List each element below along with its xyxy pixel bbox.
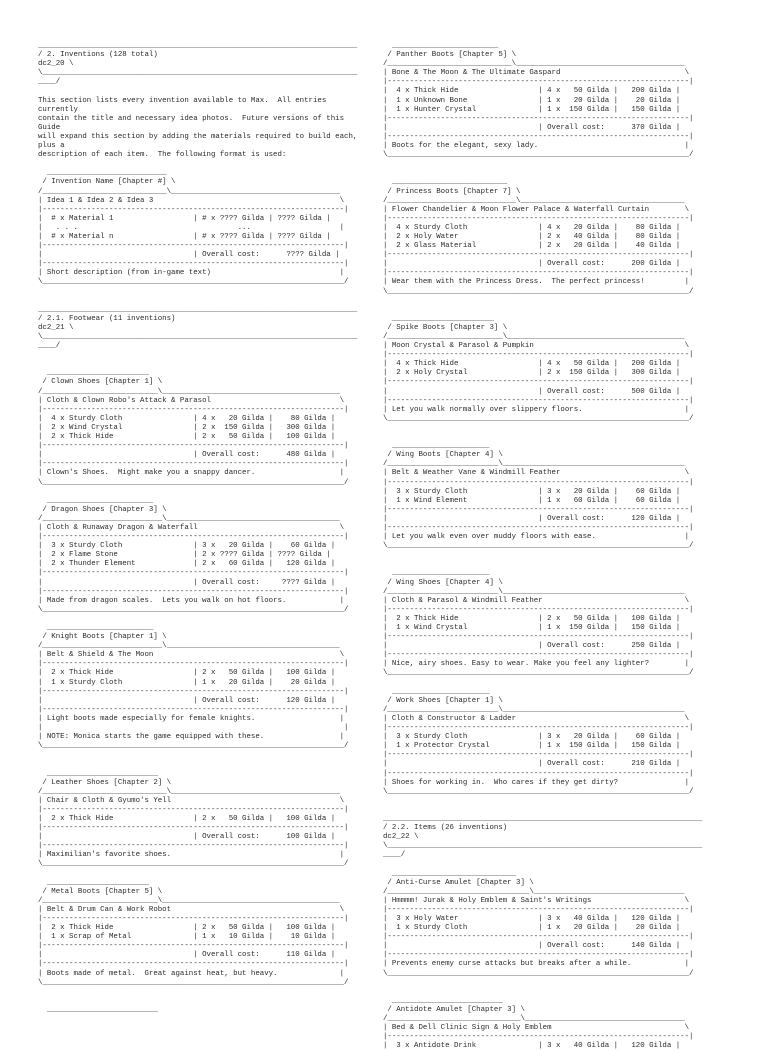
text-line: ____________________________ xyxy=(383,869,517,878)
text-line: /___________________________\_______________________________________ xyxy=(38,642,340,651)
text-line: | 4 x Thick Hide | 4 x 50 Gilda | 200 Gilda | xyxy=(383,360,681,369)
text-line: | 3 x Sturdy Cloth | 3 x 20 Gilda | 60 Gilda | xyxy=(383,733,681,742)
text-line: / Leather Shoes [Chapter 2] \ xyxy=(38,778,172,787)
text-line xyxy=(383,806,702,815)
text-line: |--------------------------------------------------------------------| xyxy=(38,805,349,814)
text-line: | Bone & The Moon & The Ultimate Gaspard \ xyxy=(383,69,690,78)
text-line: |--------------------------------------------------------------------| xyxy=(38,405,349,414)
text-line: contain the title and necessary idea photos. Future versions of this xyxy=(38,114,345,123)
text-line: plus a xyxy=(38,142,65,151)
text-line: | NOTE: Monica starts the game equipped with these. | xyxy=(38,733,345,742)
text-line: \____________________________________________________________________/ xyxy=(38,478,349,487)
text-line: |--------------------------------------------------------------------| xyxy=(383,951,694,960)
text-line: | . . . ... | xyxy=(38,223,345,232)
text-line: |--------------------------------------------------------------------| xyxy=(38,960,349,969)
text-line: \____________________________________________________________________/ xyxy=(383,414,694,423)
text-line xyxy=(383,979,702,988)
text-line: | | Overall cost: ???? Gilda | xyxy=(38,578,336,587)
text-line xyxy=(383,679,702,688)
text-line: | Boots made of metal. Great against heat, but heavy. | xyxy=(38,969,345,978)
text-line xyxy=(38,997,357,1006)
text-line: \____________________________________________________________________/ xyxy=(38,278,349,287)
text-line: /___________________________\_______________________________________ xyxy=(38,514,340,523)
text-line: /__________________________\________________________________________ xyxy=(383,333,685,341)
text-line: will expand this section by adding the materials required to build each, xyxy=(38,132,358,141)
text-line: | Cloth & Clown Robo's Attack & Parasol \ xyxy=(38,396,345,405)
text-line: / 2.2. Items (26 inventions) xyxy=(383,824,508,833)
text-line: / Metal Boots [Chapter 5] \ xyxy=(38,887,163,896)
text-line: / Antidote Amulet [Chapter 3] \ xyxy=(383,1005,525,1014)
text-line: |--------------------------------------------------------------------| xyxy=(38,687,349,696)
text-line: |--------------------------------------------------------------------| xyxy=(383,724,694,733)
text-line: | 4 x Sturdy Cloth | 4 x 20 Gilda | 80 Gilda | xyxy=(383,223,681,232)
text-line: \____________________________________________________________________/ xyxy=(38,978,349,987)
text-line xyxy=(38,988,357,997)
text-line: _______________________ xyxy=(38,369,149,378)
text-line: |--------------------------------------------------------------------| xyxy=(38,460,349,469)
text-line: / Wing Boots [Chapter 4] \ xyxy=(383,451,503,460)
text-line: /__________________________\________________________________________ xyxy=(38,896,340,905)
text-line: dc2_21 \ xyxy=(38,323,74,332)
text-line xyxy=(383,433,702,442)
text-line xyxy=(383,160,702,169)
text-line: ____/ xyxy=(38,342,61,351)
text-line: | Cloth & Runaway Dragon & Waterfall \ xyxy=(38,523,345,532)
text-line: | Belt & Drum Can & Work Robot \ xyxy=(38,905,345,914)
text-line: |--------------------------------------------------------------------| xyxy=(38,442,349,451)
text-line: | Short description (from in-game text) | xyxy=(38,269,345,278)
text-line: | | Overall cost: 100 Gilda | xyxy=(38,833,336,842)
text-line: |--------------------------------------------------------------------| xyxy=(38,205,349,214)
text-line: |--------------------------------------------------------------------| xyxy=(383,114,694,123)
text-line: \____________________________________________________________________/ xyxy=(383,787,694,796)
text-line: | 1 x Hunter Crystal | 1 x 150 Gilda | 150 Gilda | xyxy=(383,105,681,114)
text-line: |--------------------------------------------------------------------| xyxy=(383,633,694,642)
text-line: / 2.1. Footwear (11 inventions) xyxy=(38,314,176,323)
text-line: | | Overall cost: 200 Gilda | xyxy=(383,260,681,269)
text-line: \____________________________________________________________________/ xyxy=(383,969,694,978)
text-line: _______________________ xyxy=(383,314,494,323)
text-line: ________________________ xyxy=(38,624,154,632)
text-line: /____________________________\______________________________________ xyxy=(383,60,685,69)
text-line: / Wing Shoes [Chapter 4] \ xyxy=(383,578,503,587)
text-line: / Panther Boots [Chapter 5] \ xyxy=(383,51,517,60)
text-line: ________________________ xyxy=(383,42,499,50)
text-line: \____________________________________________________________________/ xyxy=(38,605,349,614)
text-line: | | Overall cost: 250 Gilda | xyxy=(383,642,681,651)
text-line: dc2_20 \ xyxy=(38,60,74,69)
text-line xyxy=(383,169,702,178)
text-line: | 2 x Thick Hide | 2 x 50 Gilda | 100 Gilda | xyxy=(38,433,336,442)
text-line: \____________________________________________________________________/ xyxy=(383,669,694,678)
text-line: |--------------------------------------------------------------------| xyxy=(383,214,694,223)
text-line: | Cloth & Constructor & Ladder \ xyxy=(383,714,690,723)
text-line: ______________________ xyxy=(383,569,490,578)
text-line: | Chair & Cloth & Gyumo's Yell \ xyxy=(38,796,345,805)
text-line: | Let you walk normally over slippery floors. | xyxy=(383,405,690,414)
text-line: \____________________________________________________________________/ xyxy=(38,742,349,751)
text-line: Guide xyxy=(38,123,61,132)
text-line xyxy=(383,424,702,433)
text-line: | | Overall cost: 140 Gilda | xyxy=(383,942,681,951)
text-line: \_______________________________________________________________________ xyxy=(38,333,358,341)
text-line: | Hmmmm! Jurak & Holy Emblem & Saint's Writings \ xyxy=(383,896,690,905)
text-line xyxy=(38,288,357,297)
text-line: / 2. Inventions (128 total) xyxy=(38,51,158,60)
text-line: / Clown Shoes [Chapter 1] \ xyxy=(38,378,163,387)
text-line: | 2 x Holy Water | 2 x 40 Gilda | 80 Gilda | xyxy=(383,232,681,241)
text-line: \____________________________________________________________________/ xyxy=(383,287,694,296)
text-line xyxy=(38,751,357,760)
text-line: / Princess Boots [Chapter 7] \ xyxy=(383,187,521,196)
text-line: | 2 x Thick Hide | 2 x 50 Gilda | 100 Gilda | xyxy=(38,924,336,933)
text-line: |--------------------------------------------------------------------| xyxy=(383,1033,694,1042)
text-line: ________________________________________________________________________ xyxy=(38,305,358,314)
text-line: _______________________ xyxy=(38,878,149,887)
text-line: ________________________________________________________________________ xyxy=(383,814,703,823)
text-line: \____________________________________________________________________/ xyxy=(383,151,694,160)
text-line: \_______________________________________________________________________ xyxy=(383,842,703,851)
text-line: / Work Shoes [Chapter 1] \ xyxy=(383,696,503,705)
text-line: / Anti-Curse Amulet [Chapter 3] \ xyxy=(383,878,534,887)
text-line: |--------------------------------------------------------------------| xyxy=(383,769,694,778)
text-line: | # x Material 1 | # x ???? Gilda | ???? Gilda | xyxy=(38,214,331,223)
text-line: | Wear them with the Princess Dress. The perfect princess! | xyxy=(383,278,690,287)
text-line: | 2 x Holy Crystal | 2 x 150 Gilda | 300 Gilda | xyxy=(383,369,681,378)
text-line: |--------------------------------------------------------------------| xyxy=(383,605,694,614)
text-line: |--------------------------------------------------------------------| xyxy=(383,751,694,760)
text-line: |--------------------------------------------------------------------| xyxy=(38,533,349,542)
text-line: |--------------------------------------------------------------------| xyxy=(38,242,349,251)
text-line: | Light boots made especially for female knights. | xyxy=(38,714,345,723)
text-line: | Belt & Shield & The Moon \ xyxy=(38,651,345,660)
text-line: /____________________________\______________________________________ xyxy=(38,787,340,796)
text-line: | Made from dragon scales. Lets you walk on hot floors. | xyxy=(38,596,345,605)
text-line: |--------------------------------------------------------------------| xyxy=(38,824,349,833)
text-line xyxy=(38,488,357,497)
text-line: | 4 x Thick Hide | 4 x 50 Gilda | 200 Gilda | xyxy=(383,87,681,96)
text-line: ____/ xyxy=(38,78,61,87)
text-line: | | xyxy=(38,724,349,733)
text-line: |--------------------------------------------------------------------| xyxy=(383,523,694,532)
text-line: |--------------------------------------------------------------------| xyxy=(383,251,694,260)
text-line: | 2 x Thick Hide | 2 x 50 Gilda | 100 Gilda | xyxy=(383,614,681,623)
text-line: __________________________ xyxy=(383,178,508,187)
text-line: | Bed & Dell Clinic Sign & Holy Emblem \ xyxy=(383,1024,690,1033)
text-line: |--------------------------------------------------------------------| xyxy=(38,569,349,578)
text-line: | Maximilian's favorite shoes. | xyxy=(38,851,345,860)
text-line: \____________________________________________________________________/ xyxy=(38,860,349,869)
text-line: |--------------------------------------------------------------------| xyxy=(38,842,349,851)
text-line: | Prevents enemy curse attacks but breaks after a while. | xyxy=(383,960,690,969)
text-line: |--------------------------------------------------------------------| xyxy=(383,933,694,942)
text-line: dc2_22 \ xyxy=(383,833,419,842)
text-line: \_______________________________________________________________________ xyxy=(38,69,358,78)
text-line: | 2 x Thick Hide | 2 x 50 Gilda | 100 Gilda | xyxy=(38,814,336,823)
text-line xyxy=(38,870,357,879)
text-line: | | Overall cost: 500 Gilda | xyxy=(383,387,681,396)
text-line xyxy=(38,351,357,360)
text-line xyxy=(38,297,357,306)
text-line: /_________________________\_________________________________________ xyxy=(383,460,685,469)
text-line: ____/ xyxy=(383,851,406,860)
text-line: /__________________________\________________________________________ xyxy=(38,387,340,396)
text-line: | 2 x Glass Material | 2 x 20 Gilda | 40 Gilda | xyxy=(383,242,681,251)
text-line: /_________________________\_________________________________________ xyxy=(383,587,685,596)
text-line xyxy=(383,551,702,560)
text-line xyxy=(38,615,357,624)
text-line: | 3 x Sturdy Cloth | 3 x 20 Gilda | 60 Gilda | xyxy=(38,542,336,551)
text-line: description of each item. The following format is used: xyxy=(38,151,287,160)
text-line: | Cloth & Parasol & Windmill Feather \ xyxy=(383,596,690,605)
text-line: |--------------------------------------------------------------------| xyxy=(383,905,694,914)
text-line: / Dragon Shoes [Chapter 3] \ xyxy=(38,505,167,514)
text-line: | 2 x Thunder Element | 2 x 60 Gilda | 120 Gilda | xyxy=(38,560,336,569)
text-line: | Shoes for working in. Who cares if they get dirty? | xyxy=(383,778,690,787)
text-line xyxy=(383,297,702,306)
text-line: ______________________ xyxy=(383,442,490,451)
text-line: | Flower Chandelier & Moon Flower Palace & Waterfall Curtain \ xyxy=(383,205,690,214)
text-line: | 3 x Antidote Drink | 3 x 40 Gilda | 120 Gilda | xyxy=(383,1042,681,1051)
text-line: This section lists every invention available to Max. All entries xyxy=(38,96,327,105)
text-line xyxy=(383,797,702,806)
text-line xyxy=(383,860,702,869)
text-line: /_________________________\_________________________________________ xyxy=(383,705,685,714)
text-line: | | Overall cost: 120 Gilda | xyxy=(383,514,681,523)
text-line: /_____________________________\_____________________________________ xyxy=(383,196,685,205)
text-line: | | Overall cost: 120 Gilda | xyxy=(38,696,336,705)
text-line: | 1 x Sturdy Cloth | 1 x 20 Gilda | 20 Gilda | xyxy=(38,678,336,687)
text-line: | Let you walk even over muddy floors with ease. | xyxy=(383,533,690,542)
text-line: |--------------------------------------------------------------------| xyxy=(383,505,694,514)
text-line: /______________________________\____________________________________ xyxy=(383,1015,685,1024)
text-line xyxy=(38,87,357,96)
text-line: _________________________ xyxy=(38,1005,158,1014)
text-line: ___________________________ xyxy=(38,169,167,178)
text-line: | 1 x Scrap of Metal | 1 x 10 Gilda | 10 Gilda | xyxy=(38,933,336,942)
text-line: | 3 x Holy Water | 3 x 40 Gilda | 120 Gilda | xyxy=(383,915,681,923)
left-text-column xyxy=(38,42,357,1015)
text-line: | | Overall cost: ???? Gilda | xyxy=(38,251,340,260)
text-line xyxy=(38,760,357,769)
text-line: |--------------------------------------------------------------------| xyxy=(383,78,694,87)
text-line: / Spike Boots [Chapter 3] \ xyxy=(383,323,508,332)
text-line xyxy=(38,160,357,169)
text-line: | 1 x Wind Crystal | 1 x 150 Gilda | 150 Gilda | xyxy=(383,624,681,632)
text-line: |--------------------------------------------------------------------| xyxy=(38,660,349,669)
text-line xyxy=(383,306,702,315)
text-line: |--------------------------------------------------------------------| xyxy=(38,915,349,923)
text-line: | 1 x Unknown Bone | 1 x 20 Gilda | 20 Gilda | xyxy=(383,96,681,105)
text-line: | 1 x Sturdy Cloth | 1 x 20 Gilda | 20 Gilda | xyxy=(383,924,681,933)
text-line: | 4 x Sturdy Cloth | 4 x 20 Gilda | 80 Gilda | xyxy=(38,414,336,423)
text-line xyxy=(383,988,702,997)
text-line: |--------------------------------------------------------------------| xyxy=(38,705,349,714)
text-line: _________________________ xyxy=(383,996,503,1005)
text-line: |--------------------------------------------------------------------| xyxy=(38,942,349,951)
text-line: ________________________ xyxy=(38,496,154,505)
text-line: | Boots for the elegant, sexy lady. | xyxy=(383,142,690,151)
text-line xyxy=(38,360,357,369)
text-line: |--------------------------------------------------------------------| xyxy=(383,651,694,660)
text-line: /________________________________\__________________________________ xyxy=(383,887,685,896)
text-line: / Invention Name [Chapter #] \ xyxy=(38,178,176,187)
text-line: |--------------------------------------------------------------------| xyxy=(383,132,694,141)
text-line: | | Overall cost: 110 Gilda | xyxy=(38,951,336,960)
text-line: |--------------------------------------------------------------------| xyxy=(383,351,694,360)
text-line: | 1 x Protector Crystal | 1 x 150 Gilda | 150 Gilda | xyxy=(383,742,681,751)
text-line: |--------------------------------------------------------------------| xyxy=(38,587,349,596)
text-line: \____________________________________________________________________/ xyxy=(383,542,694,551)
text-line xyxy=(383,560,702,569)
right-text-column xyxy=(383,42,702,1051)
text-line: /____________________________\______________________________________ xyxy=(38,187,340,196)
text-line: | 2 x Thick Hide | 2 x 50 Gilda | 100 Gilda | xyxy=(38,669,336,678)
text-line: | Belt & Weather Vane & Windmill Feather \ xyxy=(383,469,690,478)
text-line: | | Overall cost: 480 Gilda | xyxy=(38,451,336,460)
text-line: | 3 x Sturdy Cloth | 3 x 20 Gilda | 60 Gilda | xyxy=(383,487,681,496)
text-line: | Clown's Shoes. Might make you a snappy dancer. | xyxy=(38,469,345,478)
text-line: |--------------------------------------------------------------------| xyxy=(38,260,349,269)
text-line: | | Overall cost: 370 Gilda | xyxy=(383,123,681,132)
text-line: ________________________________________________________________________ xyxy=(38,42,358,50)
text-line: | Moon Crystal & Parasol & Pumpkin \ xyxy=(383,342,690,351)
text-line: | 1 x Wind Element | 1 x 60 Gilda | 60 Gilda | xyxy=(383,496,681,505)
text-line: |--------------------------------------------------------------------| xyxy=(383,269,694,278)
text-line: ______________________ xyxy=(383,687,490,696)
text-line: / Knight Boots [Chapter 1] \ xyxy=(38,633,167,642)
text-line: currently xyxy=(38,105,78,114)
text-line: | | Overall cost: 210 Gilda | xyxy=(383,760,681,769)
text-line: |--------------------------------------------------------------------| xyxy=(383,478,694,487)
text-line: |--------------------------------------------------------------------| xyxy=(383,396,694,405)
text-line: | # x Material n | # x ???? Gilda | ???? Gilda | xyxy=(38,232,331,241)
text-line: | 2 x Wind Crystal | 2 x 150 Gilda | 300 Gilda | xyxy=(38,423,336,432)
text-line: | Nice, airy shoes. Easy to wear. Make you feel any lighter? | xyxy=(383,660,690,669)
text-line: |--------------------------------------------------------------------| xyxy=(383,378,694,387)
text-line: | 2 x Flame Stone | 2 x ???? Gilda | ???? Gilda | xyxy=(38,551,331,560)
text-line: | Idea 1 & Idea 2 & Idea 3 \ xyxy=(38,196,345,205)
text-line: _________________________ xyxy=(38,769,158,778)
